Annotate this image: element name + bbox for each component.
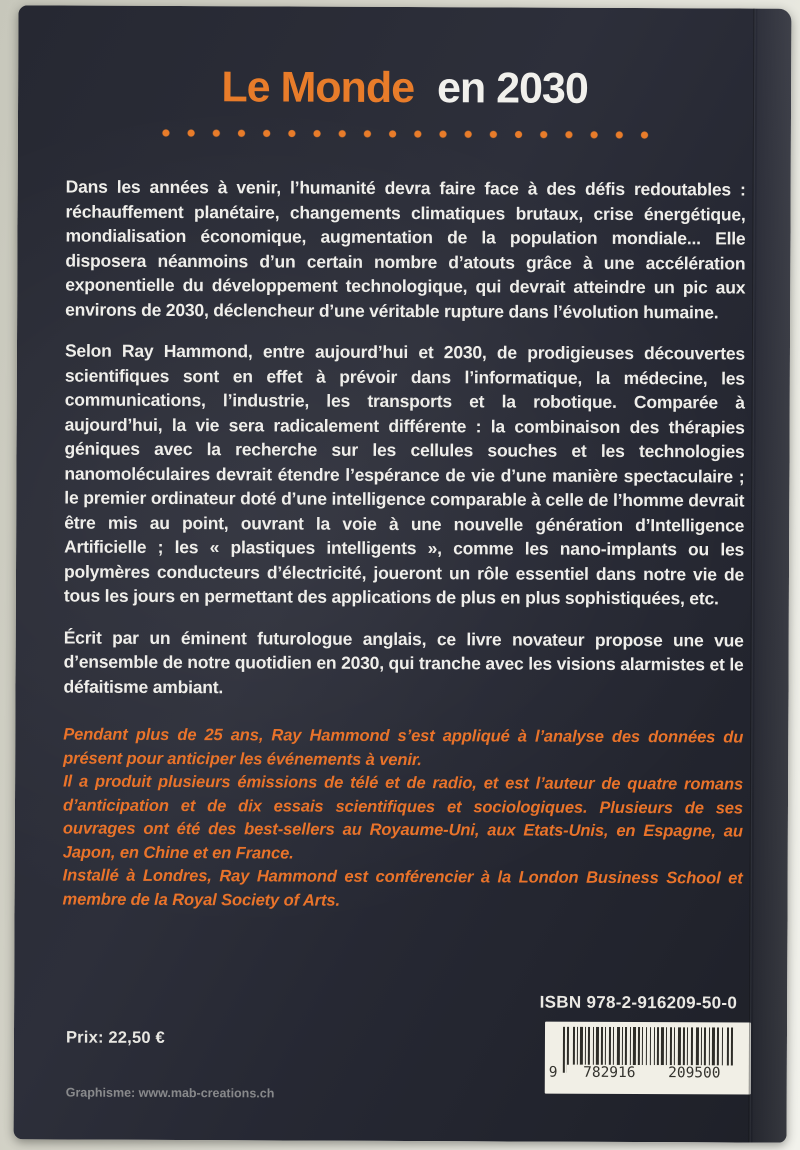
author-bio-paragraph-2: Il a produit plusieurs émissions de télé et de radio, et est l’auteur de quatre romans d’anticipation et de dix essais scientifiques et sociologiques. Plusieurs de ses ouvrages ont été des best-sellers au Royaume-Uni, aux Etats-Unis, en Espagne, au Japon, en Chine et en France. xyxy=(62,772,744,863)
credit-text: Graphisme: www.mab-creations.ch xyxy=(65,1085,275,1101)
book-fore-edge xyxy=(753,9,792,1143)
author-bio-paragraph-1: Pendant plus de 25 ans, Ray Hammond s’est appliqué à l’analyse des données du présent pour anticiper les événements à venir. xyxy=(63,725,744,769)
price-text: Prix: 22,50 € xyxy=(65,1028,165,1047)
blurb-section xyxy=(63,175,745,702)
dotted-separator xyxy=(160,127,648,141)
author-bio-paragraph-3: Installé à Londres, Ray Hammond est conférencier à la London Business School et membre de la Royal Society of Arts. xyxy=(62,866,743,910)
blurb-paragraph-1: Dans les années à venir, l’humanité devra faire face à des défis redoutables : réchauffement planétaire, changements climatiques brutaux, crise énergétique, mondialisation économique, augmentation de la population mondiale... Elle disposera néanmoins d’un certain nombre d’atouts grâce à une accélération exponentielle du développement technologique, qui devrait atteindre un pic aux environs de 2030, déclencheur d’une véritable rupture dans l’évolution humaine. xyxy=(65,176,746,322)
book-title xyxy=(18,62,791,114)
blurb-paragraph-3: Écrit par un éminent futurologue anglais, ce livre novateur propose une vue d’ensemble de notre quotidien en 2030, qui tranche avec les visions alarmistes et le défaitisme ambiant. xyxy=(63,627,744,697)
barcode xyxy=(545,1022,751,1095)
book-back-cover xyxy=(14,5,792,1142)
blurb-paragraph-2: Selon Ray Hammond, entre aujourd’hui et 2030, de prodigieuses découvertes scientifiques sont en effet à prévoir dans l’informatique, la médecine, les communications, l’industrie, les transports et la robotique. Comparée à aujourd’hui, la vie sera radicalement différente : la combinaison des thérapies géniques avec la recherche sur les cellules souches et les technologies nanomoléculaires devrait étendre l’espérance de vie d’une manière spectaculaire ; le premier ordinateur doté d’une intelligence comparable à celle de l’homme devrait être mis au point, ouvrant la voie à une nouvelle génération d’Intelligence Artificielle ; les « plastiques intelligents », comme les nano-implants ou les polymères conducteurs d’électricité, joueront un rôle essentiel dans notre vie de tous les jours en permettant des applications de plus en plus sophistiquées, etc. xyxy=(63,340,746,609)
author-bio-section xyxy=(63,724,744,915)
isbn-text: ISBN 978-2-916209-50-0 xyxy=(539,992,738,1013)
barcode-digit-group1: 782916 xyxy=(567,1065,652,1081)
book-title-part-white: en 2030 xyxy=(436,64,588,113)
book-title-part-orange: Le Monde xyxy=(221,63,415,113)
barcode-digits xyxy=(545,1065,751,1082)
barcode-digit-group2: 209500 xyxy=(652,1065,737,1081)
barcode-digit-left: 9 xyxy=(548,1064,558,1081)
